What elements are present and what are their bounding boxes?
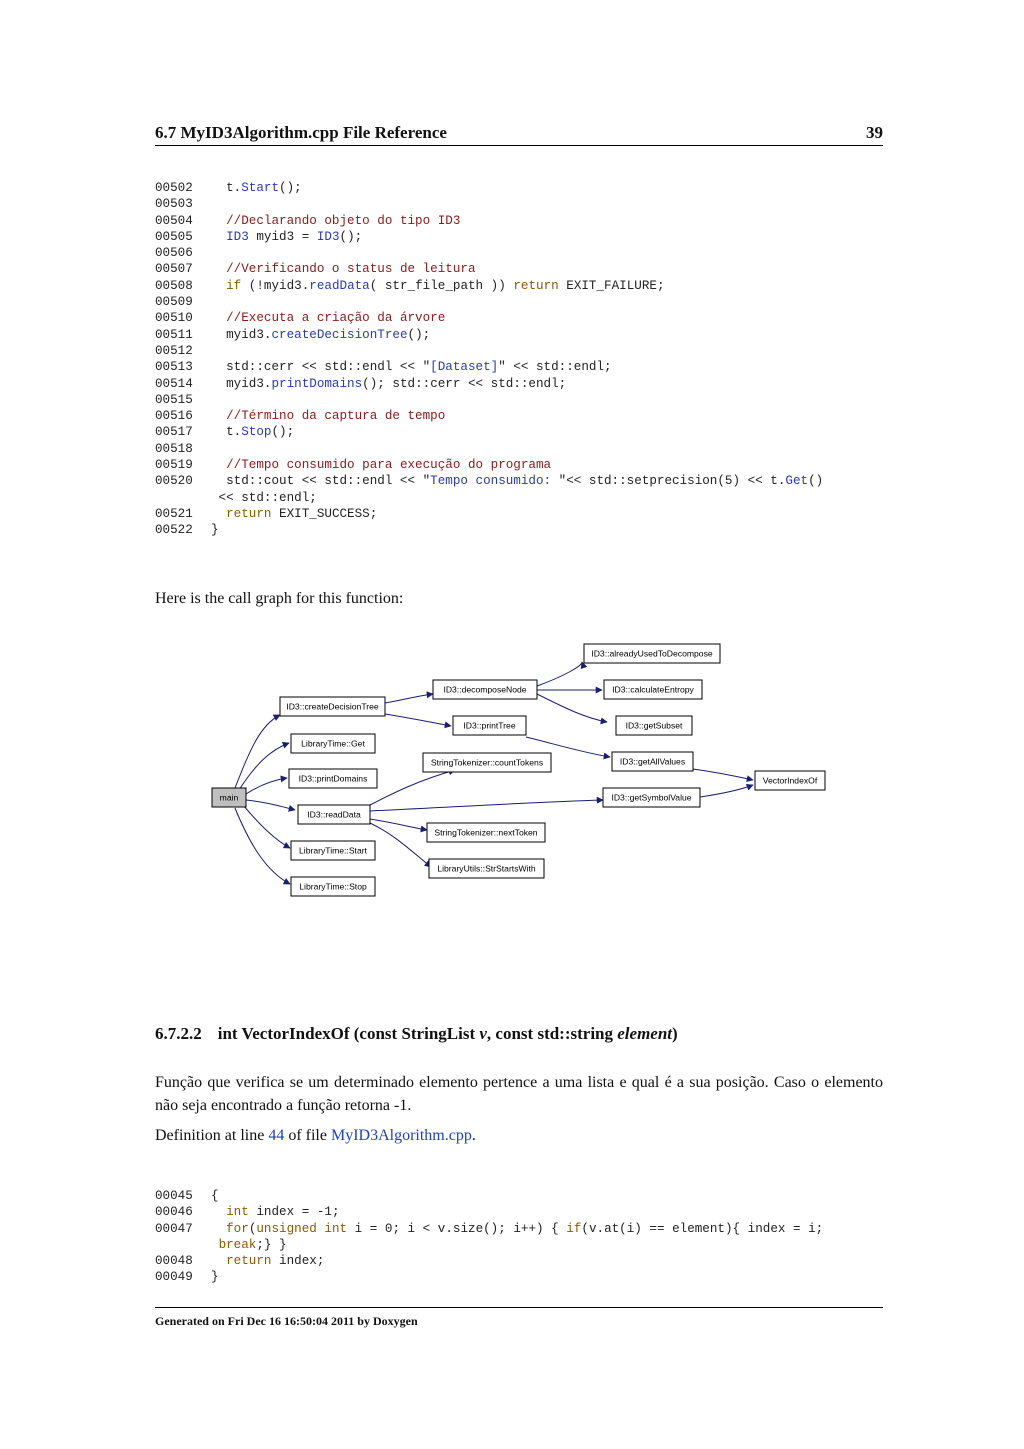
graph-node-strStartsWith[interactable]	[429, 859, 544, 878]
code-token: return	[226, 1254, 272, 1269]
edge-dn-alreadyUsed	[537, 662, 582, 686]
code-line	[155, 490, 823, 506]
code-token: ( str_file_path ))	[369, 278, 514, 293]
code-token: Stop	[241, 425, 272, 440]
edge-dn-getSubset	[537, 694, 607, 722]
code-token: (); std::cerr << std::endl;	[362, 376, 567, 391]
graph-node-label: LibraryUtils::StrStartsWith	[437, 863, 536, 874]
code-token: //Término da captura de tempo	[226, 409, 446, 424]
call-graph-intro: Here is the call graph for this function:	[155, 590, 404, 607]
graph-node-label: ID3::printTree	[463, 720, 516, 731]
code-token: Tempo consumido:	[430, 474, 559, 489]
code-token: std::cerr << std::endl << "	[211, 360, 431, 375]
graph-node-getAllValues[interactable]	[612, 752, 693, 771]
line-number: 00506	[155, 246, 193, 261]
code-token: }	[211, 523, 219, 538]
code-line	[155, 1188, 823, 1204]
line-number: 00508	[155, 278, 193, 293]
code-listing-main	[155, 180, 823, 539]
graph-node-createDecisionTree[interactable]	[280, 697, 385, 716]
definition-prefix: Definition at line	[155, 1127, 269, 1144]
signature-param-element: element	[617, 1024, 673, 1043]
line-number: 00516	[155, 409, 193, 424]
code-token: readData	[309, 278, 370, 293]
code-line	[155, 473, 823, 489]
signature-part-a: int VectorIndexOf (const StringList	[217, 1024, 480, 1043]
code-token: (v.at(i) == element){ index = i;	[581, 1221, 824, 1236]
line-number: 00503	[155, 197, 193, 212]
code-token: (!myid3.	[241, 278, 310, 293]
line-number: 00505	[155, 229, 193, 244]
code-token: ();	[271, 425, 295, 440]
page-header	[155, 121, 883, 146]
code-token	[211, 214, 226, 228]
line-number: 00047	[155, 1221, 193, 1236]
graph-node-libStart[interactable]	[291, 841, 375, 860]
code-line	[155, 424, 823, 440]
line-number: 00046	[155, 1205, 193, 1220]
graph-node-vectorIndexOf[interactable]	[755, 771, 825, 790]
code-token	[211, 1254, 226, 1268]
code-line	[155, 1253, 823, 1269]
code-line	[155, 196, 823, 212]
code-line	[155, 327, 823, 343]
code-token: return	[513, 278, 559, 293]
code-line	[155, 245, 823, 261]
graph-node-label: ID3::getSymbolValue	[611, 792, 692, 803]
graph-node-label: ID3::getAllValues	[619, 756, 686, 767]
code-token: unsigned	[256, 1221, 317, 1236]
line-number: 00509	[155, 295, 193, 310]
code-line	[155, 1221, 823, 1237]
code-token: ();	[339, 229, 363, 244]
graph-node-label: ID3::calculateEntropy	[612, 684, 694, 695]
code-token: myid3.	[211, 327, 272, 342]
graph-node-printDomains[interactable]	[289, 769, 377, 788]
call-graph	[155, 640, 883, 910]
code-token: "<< std::setprecision(5) << t.	[558, 474, 786, 489]
code-token	[211, 1238, 219, 1252]
graph-node-main[interactable]	[212, 788, 246, 807]
edge-gsv-vectorIndexOf	[700, 785, 753, 797]
graph-node-label: StringTokenizer::nextToken	[434, 827, 538, 838]
code-token: myid3 =	[248, 229, 317, 244]
code-line	[155, 213, 823, 229]
line-number: 00513	[155, 360, 193, 375]
graph-node-label: StringTokenizer::countTokens	[430, 757, 544, 768]
code-token: printDomains	[271, 376, 363, 391]
code-token: return	[226, 506, 272, 521]
graph-node-label: LibraryTime::Get	[301, 738, 365, 749]
code-line	[155, 376, 823, 392]
edge-main-libStop	[235, 808, 290, 884]
code-token: }	[211, 1270, 219, 1285]
line-number: 00522	[155, 523, 193, 538]
signature-param-v: v	[479, 1024, 487, 1043]
graph-node-label: ID3::getSubset	[625, 720, 683, 731]
edge-main-libGet	[239, 743, 289, 790]
edge-main-readData	[246, 800, 295, 810]
code-line	[155, 261, 823, 277]
code-token	[211, 279, 226, 293]
edge-cdt-decomposeNode	[385, 694, 433, 703]
code-token	[211, 1222, 226, 1236]
graph-node-countTokens[interactable]	[423, 753, 551, 772]
graph-node-label: LibraryTime::Stop	[299, 881, 367, 892]
code-line	[155, 229, 823, 245]
code-token: t.	[211, 181, 242, 195]
code-line	[155, 408, 823, 424]
code-token: index = -1;	[248, 1205, 340, 1220]
definition-line	[155, 1124, 883, 1147]
edge-rd-nextToken	[370, 819, 427, 830]
code-token: ID3	[316, 229, 340, 244]
line-number: 00514	[155, 376, 193, 391]
code-token: createDecisionTree	[271, 327, 408, 342]
code-token	[211, 458, 226, 472]
code-listing-vectorindexof	[155, 1188, 823, 1286]
code-token: [Dataset]	[430, 360, 499, 375]
line-number: 00515	[155, 392, 193, 407]
code-token: i = 0; i < v.size(); i++) {	[347, 1221, 567, 1236]
graph-node-label: LibraryTime::Start	[299, 845, 367, 856]
line-number: 00049	[155, 1270, 193, 1285]
edge-main-printDomains	[246, 778, 287, 794]
line-number: 00507	[155, 262, 193, 277]
line-number: 00519	[155, 458, 193, 473]
code-token: ;} }	[256, 1237, 287, 1252]
line-number: 00521	[155, 506, 193, 521]
graph-node-alreadyUsed[interactable]	[584, 644, 720, 663]
code-token: Start	[241, 181, 280, 195]
line-number: 00517	[155, 425, 193, 440]
line-number: 00045	[155, 1189, 193, 1203]
graph-node-label: ID3::createDecisionTree	[286, 701, 379, 712]
code-line	[155, 359, 823, 375]
code-token	[211, 311, 226, 325]
code-token: //Tempo consumido para execução do programa	[226, 458, 552, 473]
page-title: 6.7 MyID3Algorithm.cpp File Reference	[155, 123, 447, 142]
graph-node-libStop[interactable]	[291, 877, 375, 896]
code-token: ();	[279, 181, 302, 195]
code-line	[155, 294, 823, 310]
graph-node-libGet[interactable]	[291, 734, 375, 753]
code-token: Get	[785, 474, 809, 489]
page-footer: Generated on Fri Dec 16 16:50:04 2011 by Doxygen	[155, 1307, 883, 1329]
code-token: if	[226, 278, 242, 293]
code-token: t.	[211, 425, 242, 440]
code-token: ()	[808, 474, 824, 489]
code-line	[155, 180, 823, 196]
line-number: 00512	[155, 343, 193, 358]
code-line	[155, 1237, 823, 1253]
code-token	[211, 262, 226, 276]
code-token: //Declarando objeto do tipo ID3	[226, 213, 461, 228]
code-token: for	[226, 1221, 249, 1236]
graph-node-label: ID3::alreadyUsedToDecompose	[591, 648, 713, 659]
code-token	[211, 507, 226, 521]
graph-node-label: ID3::printDomains	[298, 773, 368, 784]
definition-mid: of file	[284, 1127, 331, 1144]
code-line	[155, 506, 823, 522]
code-token: //Verificando o status de leitura	[226, 262, 476, 277]
code-token: EXIT_FAILURE;	[558, 278, 665, 293]
code-line	[155, 310, 823, 326]
line-number: 00511	[155, 327, 193, 342]
edge-gav-vectorIndexOf	[693, 769, 753, 780]
code-token: myid3.	[211, 376, 272, 391]
graph-node-calcEntropy[interactable]	[604, 680, 702, 699]
graph-node-label: ID3::decomposeNode	[443, 684, 527, 695]
code-token: (	[248, 1221, 257, 1236]
definition-suffix: .	[471, 1127, 476, 1144]
definition-line-link[interactable]: 44	[268, 1127, 285, 1144]
definition-file-link[interactable]: MyID3Algorithm.cpp	[330, 1127, 472, 1144]
line-number: 00504	[155, 213, 193, 228]
code-line	[155, 1204, 823, 1220]
function-description: Função que verifica se um determinado elemento pertence a uma lista e qual é a sua posição. Caso o elemento não seja encontrado a função retorna -1.	[155, 1074, 883, 1114]
edge-rd-getSymbolValue	[370, 800, 603, 811]
edge-rd-countTokens	[370, 770, 455, 805]
section-number: 6.7.2.2	[155, 1024, 202, 1043]
code-token: << std::endl;	[211, 490, 317, 505]
graph-node-readData[interactable]	[298, 805, 370, 824]
line-number: 00520	[155, 474, 193, 489]
page-number: 39	[866, 123, 883, 142]
code-token: EXIT_SUCCESS;	[271, 506, 378, 521]
graph-node-printTree[interactable]	[453, 716, 526, 735]
edge-rd-strStartsWith	[370, 823, 431, 867]
line-number: 00510	[155, 311, 193, 326]
code-line	[155, 441, 823, 457]
code-line	[155, 457, 823, 473]
code-token: " << std::endl;	[498, 360, 612, 375]
line-number: 00048	[155, 1254, 193, 1269]
signature-part-c: )	[672, 1024, 678, 1043]
code-token: break	[218, 1237, 257, 1252]
code-line	[155, 1269, 823, 1285]
code-line	[155, 278, 823, 294]
line-number: 00518	[155, 441, 193, 456]
code-line	[155, 392, 823, 408]
edge-main-libStart	[243, 805, 290, 848]
code-token: //Executa a criação da árvore	[226, 311, 446, 326]
graph-node-nextToken[interactable]	[427, 823, 545, 842]
line-number: 00502	[155, 181, 193, 195]
code-token: int	[324, 1221, 348, 1236]
graph-node-label: VectorIndexOf	[762, 775, 818, 786]
code-token: std::cout << std::endl << "	[211, 474, 431, 489]
code-token: int	[226, 1205, 249, 1220]
function-heading	[155, 1024, 678, 1044]
graph-node-decomposeNode[interactable]	[433, 680, 537, 699]
signature-part-b: , const std::string	[486, 1024, 618, 1043]
graph-node-label: main	[219, 792, 239, 803]
code-token	[211, 409, 226, 423]
code-token: ();	[407, 327, 431, 342]
graph-node-getSymbolValue[interactable]	[603, 788, 700, 807]
code-token: if	[566, 1221, 582, 1236]
code-token: {	[211, 1189, 219, 1203]
graph-node-label: ID3::readData	[307, 809, 361, 820]
code-token	[211, 1205, 226, 1219]
code-token	[211, 230, 226, 244]
code-line	[155, 343, 823, 359]
code-token: index;	[271, 1254, 325, 1269]
code-line	[155, 522, 823, 538]
graph-node-getSubset[interactable]	[616, 716, 692, 735]
edge-cdt-printTree	[385, 714, 451, 726]
code-token: ID3	[226, 229, 249, 244]
